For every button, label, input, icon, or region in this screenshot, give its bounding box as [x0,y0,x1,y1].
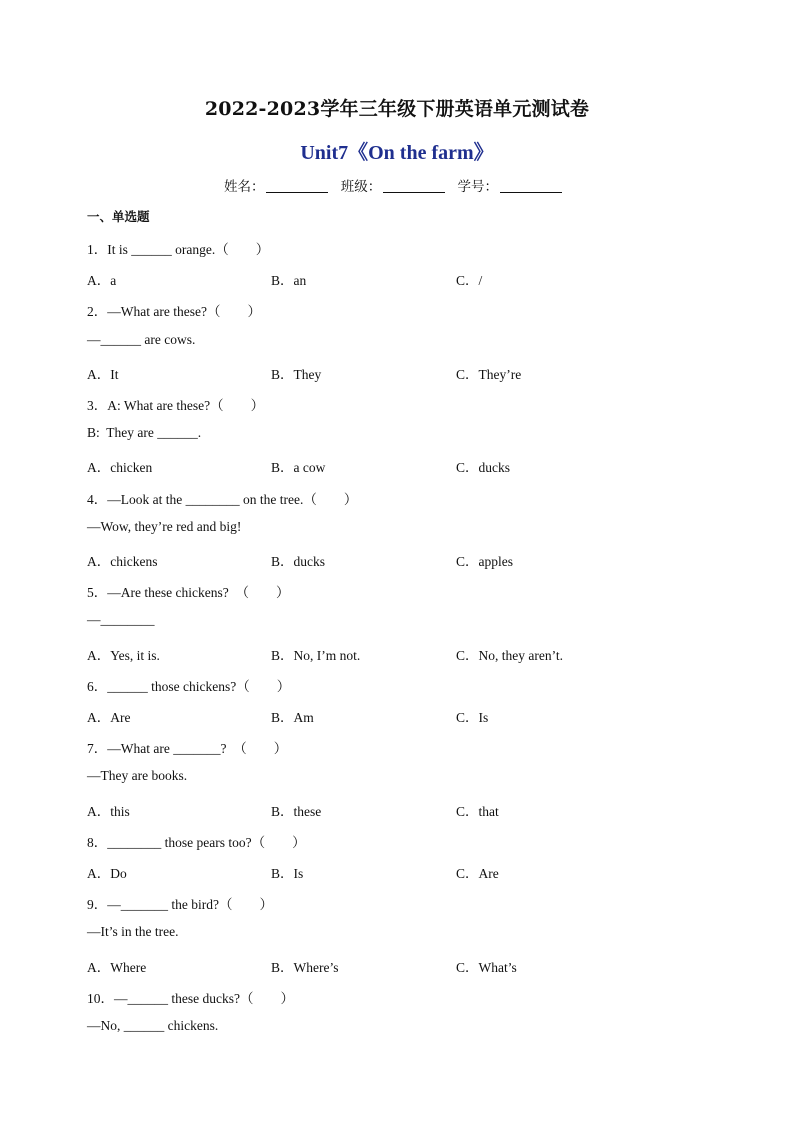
class-label: 班级： [340,179,382,195]
question-response: —Wow, they’re red and big! [87,518,242,534]
question-response: —No, ______ chickens. [87,1018,219,1033]
student-info-row [0,175,794,195]
class-blank[interactable] [383,180,445,193]
question-stem: 4．—Look at the ________ on the tree.（ ） [87,491,358,507]
answer-option[interactable]: C．What’s [456,959,517,975]
question-stem: 8．________ those pears too?（ ） [87,834,306,850]
answer-option[interactable]: C．/ [456,273,483,289]
answer-option[interactable]: A．a [87,273,117,289]
question-response: —________ [87,612,155,628]
page-title: 2022-2023学年三年级下册英语单元测试卷 [204,98,590,120]
answer-option[interactable]: A．this [87,803,130,819]
answer-option[interactable]: B．They [271,366,322,382]
answer-option[interactable]: B．a cow [271,460,326,476]
answer-option[interactable]: A．chicken [87,460,153,476]
answer-option[interactable]: A．Yes, it is. [87,647,160,663]
answer-option[interactable]: B．these [271,803,322,819]
answer-option[interactable]: B．No, I’m not. [271,647,361,663]
question-response: —They are books. [87,768,188,784]
question-stem: 7．—What are _______? （ ） [87,741,288,757]
answer-option[interactable]: B．Where’s [271,959,339,975]
name-blank[interactable] [266,180,328,193]
question-stem: 1．It is ______ orange.（ ） [87,242,270,257]
section-title: 一、单选题 [87,209,150,224]
answer-option[interactable]: B．ducks [271,554,325,569]
id-blank[interactable] [500,180,562,193]
question-stem: 3．A: What are these?（ ） [87,398,265,413]
question-response: —It’s in the tree. [87,924,179,940]
id-label: 学号： [457,179,499,195]
answer-option[interactable]: A．Are [87,710,131,725]
question-stem: 9．—_______ the bird?（ ） [87,897,273,913]
answer-option[interactable]: B．Am [271,710,314,725]
answer-option[interactable]: A．Where [87,959,147,975]
question-stem: 10．—______ these ducks?（ ） [87,990,294,1006]
question-stem: 5．—Are these chickens? （ ） [87,585,290,601]
answer-option[interactable]: C．ducks [456,460,510,476]
question-response: —______ are cows. [87,331,196,347]
answer-option[interactable]: B．Is [271,866,304,881]
question-response: B: They are ______. [87,425,202,441]
answer-option[interactable]: A．It [87,366,119,382]
answer-option[interactable]: C．Are [456,866,499,881]
answer-option[interactable]: C．They’re [456,366,522,382]
answer-option[interactable]: A．chickens [87,554,158,569]
answer-option[interactable]: C．Is [456,710,489,725]
answer-option[interactable]: A．Do [87,866,127,881]
unit-subtitle: Unit7《On the farm》 [300,142,494,164]
answer-option[interactable]: C．No, they aren’t. [456,647,563,663]
question-stem: 2．—What are these?（ ） [87,304,261,320]
answer-option[interactable]: C．apples [456,554,513,569]
answer-option[interactable]: B．an [271,273,307,289]
name-label: 姓名： [223,179,265,195]
answer-option[interactable]: C．that [456,803,499,819]
question-stem: 6．______ those chickens?（ ） [87,678,291,694]
